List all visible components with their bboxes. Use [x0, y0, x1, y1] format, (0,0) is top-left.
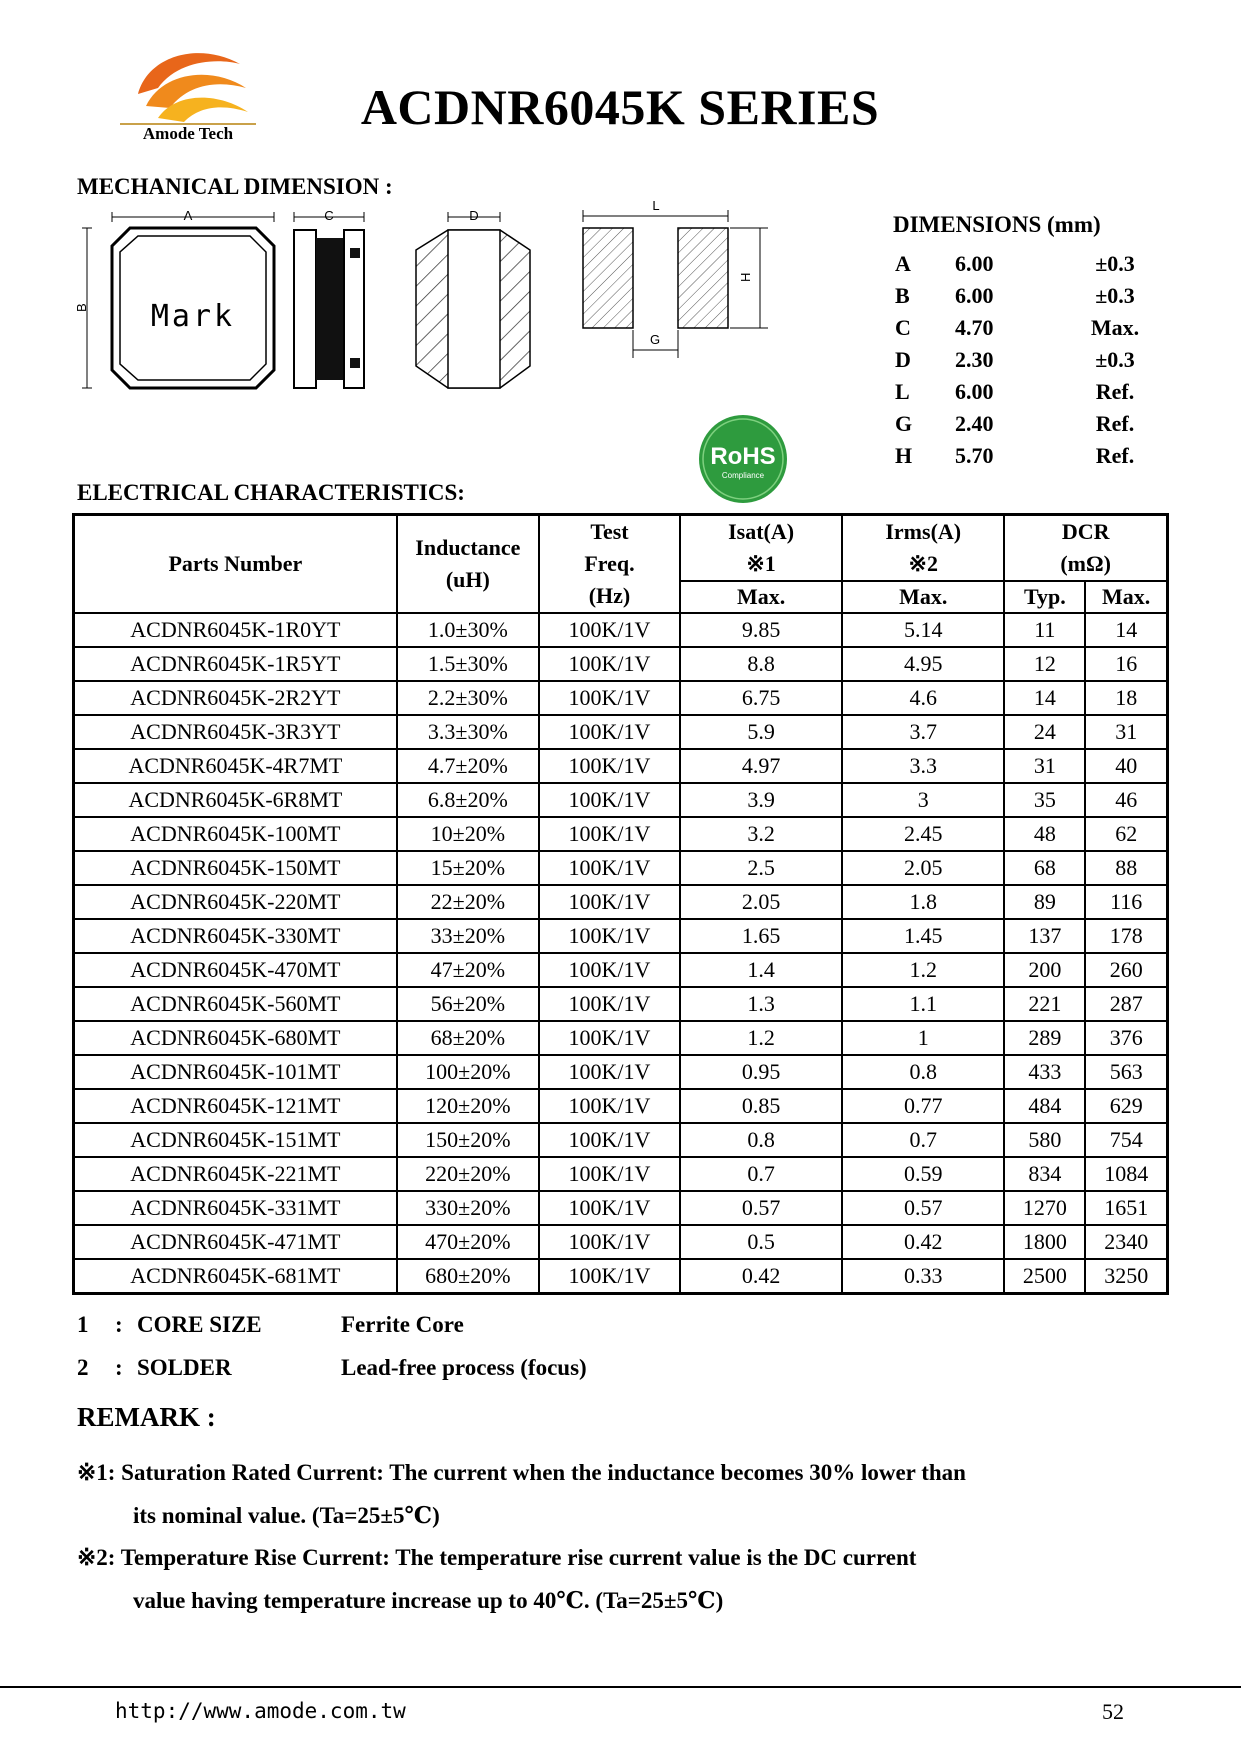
dim-label-d: D — [469, 208, 479, 223]
dim-label-l: L — [652, 198, 660, 213]
table-cell: 89 — [1004, 885, 1085, 919]
table-cell: 100K/1V — [539, 1225, 680, 1259]
table-cell: 4.95 — [842, 647, 1004, 681]
table-cell: 2.45 — [842, 817, 1004, 851]
table-cell: 1.8 — [842, 885, 1004, 919]
table-cell: 31 — [1004, 749, 1085, 783]
header-dcr: DCR (mΩ) — [1004, 515, 1167, 582]
table-cell: 3.7 — [842, 715, 1004, 749]
electrical-table — [72, 513, 1169, 1295]
footer-divider — [0, 1686, 1241, 1688]
table-cell: 0.42 — [842, 1225, 1004, 1259]
table-cell: 220±20% — [397, 1157, 539, 1191]
table-row — [74, 749, 1168, 783]
table-row — [74, 715, 1168, 749]
dim-row-d: D 2.30 ±0.3 — [895, 347, 1135, 372]
table-cell: ACDNR6045K-100MT — [74, 817, 397, 851]
mark-text: Mark — [150, 299, 236, 334]
dim-row-l: L 6.00 Ref. — [895, 379, 1135, 404]
table-cell: 2500 — [1004, 1259, 1085, 1294]
table-cell: ACDNR6045K-4R7MT — [74, 749, 397, 783]
table-cell: ACDNR6045K-560MT — [74, 987, 397, 1021]
table-cell: 3 — [842, 783, 1004, 817]
table-cell: 3.2 — [680, 817, 842, 851]
table-row — [74, 783, 1168, 817]
table-cell: 0.95 — [680, 1055, 842, 1089]
remark-1-line-1: ※1: Saturation Rated Current: The current when the inductance becomes 30% lower than — [77, 1460, 966, 1485]
table-cell: 16 — [1085, 647, 1167, 681]
top-view-drawing — [74, 208, 274, 388]
table-cell: 4.6 — [842, 681, 1004, 715]
table-cell: 46 — [1085, 783, 1167, 817]
table-cell: 9.85 — [680, 613, 842, 647]
table-cell: 1.5±30% — [397, 647, 539, 681]
table-cell: 10±20% — [397, 817, 539, 851]
table-cell: 0.85 — [680, 1089, 842, 1123]
table-cell: 1.1 — [842, 987, 1004, 1021]
table-cell: 100K/1V — [539, 613, 680, 647]
remark-title: REMARK : — [77, 1402, 216, 1432]
table-cell: 1.0±30% — [397, 613, 539, 647]
table-cell: 68±20% — [397, 1021, 539, 1055]
table-cell: 2.5 — [680, 851, 842, 885]
table-cell: 0.57 — [842, 1191, 1004, 1225]
table-row — [74, 885, 1168, 919]
dim-row-b: B 6.00 ±0.3 — [895, 283, 1135, 308]
table-cell: ACDNR6045K-1R5YT — [74, 647, 397, 681]
table-cell: 100K/1V — [539, 1123, 680, 1157]
table-cell: 1.45 — [842, 919, 1004, 953]
table-cell: 12 — [1004, 647, 1085, 681]
table-cell: ACDNR6045K-2R2YT — [74, 681, 397, 715]
table-cell: 100±20% — [397, 1055, 539, 1089]
dim-label-b: B — [74, 303, 89, 312]
table-cell: 178 — [1085, 919, 1167, 953]
table-cell: ACDNR6045K-150MT — [74, 851, 397, 885]
table-row — [74, 1089, 1168, 1123]
table-row — [74, 1055, 1168, 1089]
rohs-label: RoHS — [710, 443, 776, 470]
table-row — [74, 613, 1168, 647]
header-inductance: Inductance (uH) — [397, 515, 539, 614]
table-cell: 150±20% — [397, 1123, 539, 1157]
dim-row-h: H 5.70 Ref. — [895, 443, 1135, 468]
table-cell: 24 — [1004, 715, 1085, 749]
company-name: Amode Tech — [142, 124, 234, 143]
table-cell: ACDNR6045K-470MT — [74, 953, 397, 987]
table-cell: 0.8 — [680, 1123, 842, 1157]
header-isat-max: Max. — [680, 581, 842, 613]
table-row — [74, 1021, 1168, 1055]
table-cell: 1 — [842, 1021, 1004, 1055]
table-cell: 116 — [1085, 885, 1167, 919]
table-cell: ACDNR6045K-681MT — [74, 1259, 397, 1294]
table-cell: 100K/1V — [539, 1157, 680, 1191]
table-cell: 33±20% — [397, 919, 539, 953]
table-cell: 100K/1V — [539, 1259, 680, 1294]
table-row — [74, 953, 1168, 987]
table-cell: 680±20% — [397, 1259, 539, 1294]
table-cell: 1651 — [1085, 1191, 1167, 1225]
table-cell: 18 — [1085, 681, 1167, 715]
table-cell: 484 — [1004, 1089, 1085, 1123]
table-cell: 3.3 — [842, 749, 1004, 783]
table-row — [74, 817, 1168, 851]
table-cell: ACDNR6045K-220MT — [74, 885, 397, 919]
table-cell: 629 — [1085, 1089, 1167, 1123]
table-cell: 100K/1V — [539, 783, 680, 817]
table-cell: 754 — [1085, 1123, 1167, 1157]
table-cell: 287 — [1085, 987, 1167, 1021]
table-cell: 68 — [1004, 851, 1085, 885]
table-row — [74, 681, 1168, 715]
table-cell: 289 — [1004, 1021, 1085, 1055]
table-cell: 5.9 — [680, 715, 842, 749]
remark-2-line-1: ※2: Temperature Rise Current: The temperature rise current value is the DC current — [77, 1545, 917, 1570]
table-row — [74, 1259, 1168, 1294]
table-cell: 100K/1V — [539, 1055, 680, 1089]
table-cell: 4.97 — [680, 749, 842, 783]
table-cell: 221 — [1004, 987, 1085, 1021]
table-cell: 100K/1V — [539, 1089, 680, 1123]
rohs-badge — [698, 414, 788, 504]
table-cell: 0.57 — [680, 1191, 842, 1225]
table-cell: ACDNR6045K-330MT — [74, 919, 397, 953]
header-freq: Test Freq. (Hz) — [539, 515, 680, 614]
table-cell: 0.59 — [842, 1157, 1004, 1191]
table-header-row — [74, 515, 1168, 582]
dim-row-g: G 2.40 Ref. — [895, 411, 1135, 436]
notes-block — [77, 1312, 587, 1398]
dim-label-h: H — [738, 272, 753, 282]
table-cell: 100K/1V — [539, 1191, 680, 1225]
table-cell: 47±20% — [397, 953, 539, 987]
mechanical-drawings — [74, 198, 818, 428]
table-cell: ACDNR6045K-3R3YT — [74, 715, 397, 749]
table-cell: 0.7 — [842, 1123, 1004, 1157]
header-dcr-typ: Typ. — [1004, 581, 1085, 613]
header-irms-max: Max. — [842, 581, 1004, 613]
table-cell: 6.8±20% — [397, 783, 539, 817]
table-cell: ACDNR6045K-121MT — [74, 1089, 397, 1123]
header-isat: Isat(A) ※1 — [680, 515, 842, 582]
page-title: ACDNR6045K SERIES — [360, 79, 880, 135]
header-irms: Irms(A) ※2 — [842, 515, 1004, 582]
table-cell: 100K/1V — [539, 1021, 680, 1055]
header-part: Parts Number — [74, 515, 397, 614]
remark-1-line-2: its nominal value. (Ta=25±5℃) — [133, 1503, 440, 1528]
table-cell: 5.14 — [842, 613, 1004, 647]
table-cell: 3.3±30% — [397, 715, 539, 749]
table-cell: 3.9 — [680, 783, 842, 817]
table-cell: 48 — [1004, 817, 1085, 851]
table-cell: 0.5 — [680, 1225, 842, 1259]
table-cell: 2.05 — [680, 885, 842, 919]
table-cell: 0.42 — [680, 1259, 842, 1294]
table-cell: 1.4 — [680, 953, 842, 987]
table-row — [74, 851, 1168, 885]
table-cell: ACDNR6045K-221MT — [74, 1157, 397, 1191]
table-cell: ACDNR6045K-1R0YT — [74, 613, 397, 647]
table-cell: 88 — [1085, 851, 1167, 885]
table-cell: 580 — [1004, 1123, 1085, 1157]
table-cell: 100K/1V — [539, 817, 680, 851]
table-cell: 1.2 — [842, 953, 1004, 987]
table-cell: 433 — [1004, 1055, 1085, 1089]
table-row — [74, 1123, 1168, 1157]
table-cell: ACDNR6045K-101MT — [74, 1055, 397, 1089]
table-cell: ACDNR6045K-151MT — [74, 1123, 397, 1157]
header-dcr-max: Max. — [1085, 581, 1167, 613]
table-cell: 120±20% — [397, 1089, 539, 1123]
dimensions-table — [893, 248, 1175, 472]
table-cell: 100K/1V — [539, 681, 680, 715]
table-row — [74, 1225, 1168, 1259]
rohs-sub: Compliance — [721, 471, 765, 480]
table-row — [74, 1191, 1168, 1225]
table-cell: 470±20% — [397, 1225, 539, 1259]
table-cell: 0.8 — [842, 1055, 1004, 1089]
table-cell: 100K/1V — [539, 647, 680, 681]
table-cell: 1270 — [1004, 1191, 1085, 1225]
page-number: 52 — [1102, 1699, 1124, 1724]
side-view-drawing — [294, 208, 364, 388]
footer-url: http://www.amode.com.tw — [115, 1699, 406, 1723]
table-cell: 56±20% — [397, 987, 539, 1021]
note-row: 2 : SOLDER Lead-free process (focus) — [77, 1355, 587, 1380]
core-section-drawing — [416, 208, 530, 388]
table-cell: 8.8 — [680, 647, 842, 681]
table-cell: 1800 — [1004, 1225, 1085, 1259]
table-cell: ACDNR6045K-680MT — [74, 1021, 397, 1055]
dim-row-a: A 6.00 ±0.3 — [895, 251, 1135, 276]
table-cell: 376 — [1085, 1021, 1167, 1055]
table-cell: 4.7±20% — [397, 749, 539, 783]
mechanical-section-title: MECHANICAL DIMENSION : — [77, 174, 393, 199]
dim-row-c: C 4.70 Max. — [895, 315, 1140, 340]
table-cell: 100K/1V — [539, 851, 680, 885]
table-cell: 563 — [1085, 1055, 1167, 1089]
table-cell: 1084 — [1085, 1157, 1167, 1191]
table-cell: 200 — [1004, 953, 1085, 987]
land-pattern-drawing — [583, 198, 768, 358]
table-cell: ACDNR6045K-6R8MT — [74, 783, 397, 817]
table-cell: 11 — [1004, 613, 1085, 647]
table-row — [74, 647, 1168, 681]
table-cell: 1.3 — [680, 987, 842, 1021]
table-cell: 35 — [1004, 783, 1085, 817]
table-cell: 1.65 — [680, 919, 842, 953]
table-row — [74, 1157, 1168, 1191]
table-cell: 15±20% — [397, 851, 539, 885]
dimensions-title: DIMENSIONS (mm) — [893, 212, 1101, 237]
table-cell: 31 — [1085, 715, 1167, 749]
table-cell: 330±20% — [397, 1191, 539, 1225]
table-cell: 0.77 — [842, 1089, 1004, 1123]
table-body — [74, 613, 1168, 1294]
note-row: 1 : CORE SIZE Ferrite Core — [77, 1312, 464, 1337]
table-row — [74, 919, 1168, 953]
electrical-section-title: ELECTRICAL CHARACTERISTICS: — [77, 480, 465, 505]
table-cell: 100K/1V — [539, 953, 680, 987]
table-cell: 3250 — [1085, 1259, 1167, 1294]
table-cell: 100K/1V — [539, 749, 680, 783]
table-cell: 100K/1V — [539, 715, 680, 749]
table-cell: 40 — [1085, 749, 1167, 783]
table-cell: 14 — [1004, 681, 1085, 715]
dim-label-g: G — [649, 332, 661, 347]
table-cell: ACDNR6045K-471MT — [74, 1225, 397, 1259]
table-cell: 100K/1V — [539, 919, 680, 953]
table-cell: 22±20% — [397, 885, 539, 919]
dim-label-c: C — [324, 208, 334, 223]
table-cell: ACDNR6045K-331MT — [74, 1191, 397, 1225]
dim-label-a: A — [183, 208, 193, 223]
table-cell: 1.2 — [680, 1021, 842, 1055]
table-cell: 834 — [1004, 1157, 1085, 1191]
remark-2-line-2: value having temperature increase up to 40℃. (Ta=25±5℃) — [133, 1588, 724, 1613]
table-cell: 14 — [1085, 613, 1167, 647]
table-row — [74, 987, 1168, 1021]
table-cell: 62 — [1085, 817, 1167, 851]
table-cell: 2340 — [1085, 1225, 1167, 1259]
table-cell: 0.7 — [680, 1157, 842, 1191]
table-cell: 6.75 — [680, 681, 842, 715]
table-cell: 260 — [1085, 953, 1167, 987]
table-cell: 2.2±30% — [397, 681, 539, 715]
table-cell: 100K/1V — [539, 987, 680, 1021]
table-cell: 2.05 — [842, 851, 1004, 885]
table-cell: 137 — [1004, 919, 1085, 953]
table-cell: 0.33 — [842, 1259, 1004, 1294]
table-cell: 100K/1V — [539, 885, 680, 919]
